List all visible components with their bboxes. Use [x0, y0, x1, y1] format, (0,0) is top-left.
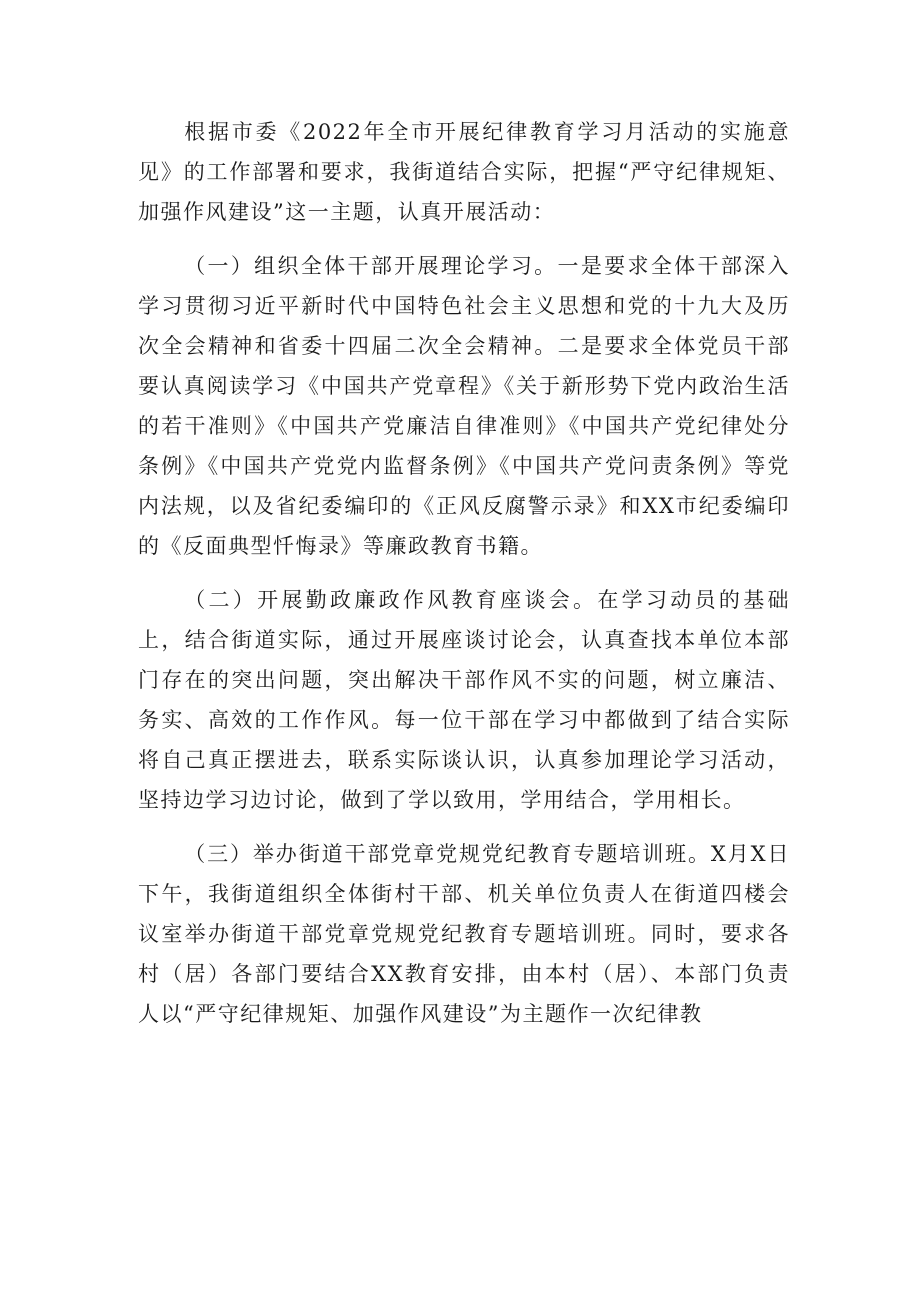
intro-paragraph: 根据市委《2022年全市开展纪律教育学习月活动的实施意见》的工作部署和要求，我街道结合实际，把握“严守纪律规矩、加强作风建设”这一主题，认真开展活动：: [138, 120, 790, 224]
section-1-paragraph: （一）组织全体干部开展理论学习。一是要求全体干部深入学习贯彻习近平新时代中国特色社会主义思想和党的十九大及历次全会精神和省委十四届二次全会精神。二是要求全体党员干部要认真阅读学习《中国共产党章程》《关于新形势下党内政治生活的若干准则》《中国共产党廉洁自律准则》《中国共产党纪律处分条例》《中国共产党党内监督条例》《中国共产党问责条例》等党内法规，以及省纪委编印的《正风反腐警示录》和XX市纪委编印的《反面典型忏悔录》等廉政教育书籍。: [138, 254, 790, 558]
section-2-paragraph: （二）开展勤政廉政作风教育座谈会。在学习动员的基础上，结合街道实际，通过开展座谈讨论会，认真查找本单位本部门存在的突出问题，突出解决干部作风不实的问题，树立廉洁、务实、高效的工作作风。每一位干部在学习中都做到了结合实际将自己真正摆进去，联系实际谈认识，认真参加理论学习活动，坚持边学习边讨论，做到了学以致用，学用结合，学用相长。: [138, 588, 790, 812]
document-body: [138, 112, 790, 1034]
section-3-paragraph: （三）举办街道干部党章党规党纪教育专题培训班。X月X日下午，我街道组织全体街村干部、机关单位负责人在街道四楼会议室举办街道干部党章党规党纪教育专题培训班。同时，要求各村（居）各部门要结合XX教育安排，由本村（居）、本部门负责人以“严守纪律规矩、加强作风建设”为主题作一次纪律教: [138, 842, 790, 1026]
